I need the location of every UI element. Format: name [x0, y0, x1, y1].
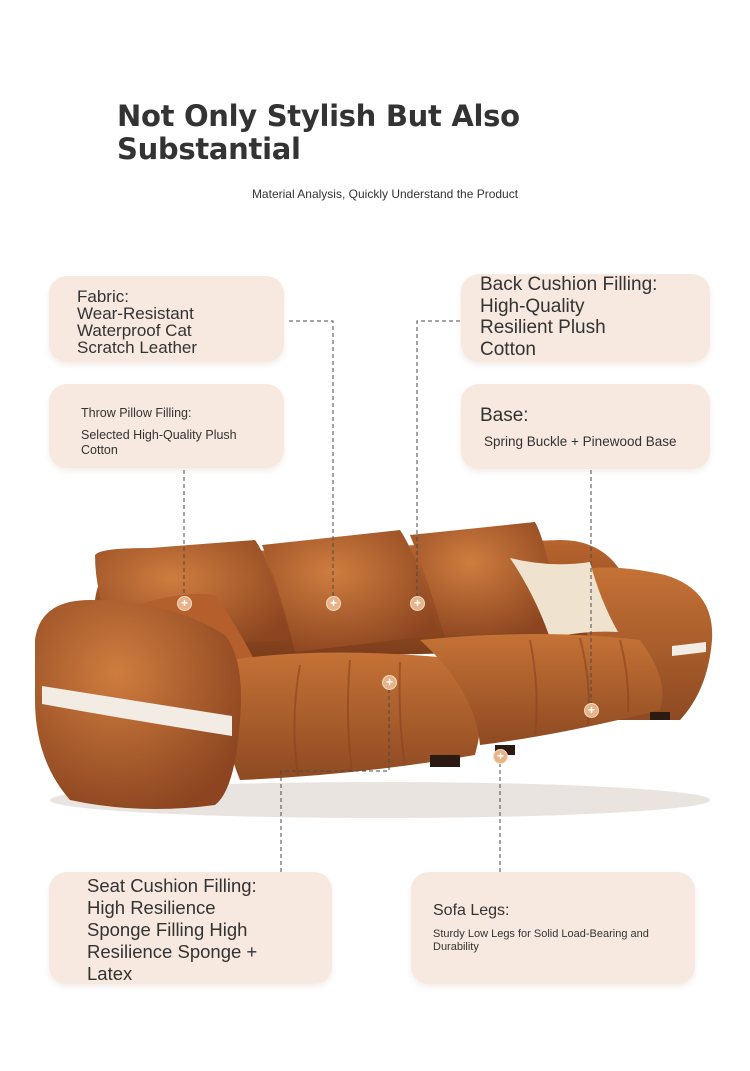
back-line: Resilient Plush [480, 317, 606, 338]
callout-sofa-legs [411, 872, 695, 984]
legs-line: Sturdy Low Legs for Solid Load-Bearing and [433, 928, 649, 940]
title-line-2: Substantial [117, 132, 301, 166]
callout-base [461, 384, 710, 469]
fabric-line: Scratch Leather [77, 338, 198, 357]
callout-fabric [49, 276, 284, 362]
marker-base[interactable]: + [584, 703, 599, 718]
seat-line: Sponge Filling High [87, 919, 248, 940]
seat-line: Latex [87, 963, 133, 984]
legs-body [433, 928, 683, 953]
fabric-text [77, 288, 277, 356]
marker-back-cushion[interactable]: + [410, 596, 425, 611]
back-line: Back Cushion Filling: [480, 274, 658, 295]
title-line-1: Not Only Stylish But Also [117, 99, 520, 133]
marker-seat-cushion[interactable]: + [382, 675, 397, 690]
page-subtitle: Material Analysis, Quickly Understand the Product [251, 187, 519, 201]
fabric-line: Wear-Resistant [77, 304, 194, 323]
pillow-body [81, 428, 271, 458]
fabric-head: Fabric: [77, 287, 129, 306]
seat-line: High Resilience [87, 897, 216, 918]
pillow-line: Selected High-Quality Plush [81, 428, 237, 442]
pillow-head: Throw Pillow Filling: [81, 406, 192, 420]
seat-text [87, 875, 327, 985]
pillow-line: Cotton [81, 443, 118, 457]
seat-line: Resilience Sponge + [87, 941, 258, 962]
marker-fabric[interactable]: + [326, 596, 341, 611]
seat-line: Seat Cushion Filling: [87, 875, 257, 896]
fabric-line: Waterproof Cat [77, 321, 192, 340]
callout-back-cushion [461, 274, 710, 362]
base-head: Base: [480, 405, 529, 426]
marker-sofa-legs[interactable]: + [493, 749, 508, 764]
callout-seat-cushion [49, 872, 332, 984]
legs-line: Durability [433, 940, 479, 953]
back-line: Cotton [480, 338, 536, 360]
back-text [480, 274, 705, 360]
back-line: High-Quality [480, 295, 585, 317]
base-body: Spring Buckle + Pinewood Base [484, 434, 677, 449]
callout-throw-pillow [49, 384, 284, 468]
legs-head: Sofa Legs: [433, 902, 510, 919]
marker-throw-pillow[interactable]: + [177, 596, 192, 611]
